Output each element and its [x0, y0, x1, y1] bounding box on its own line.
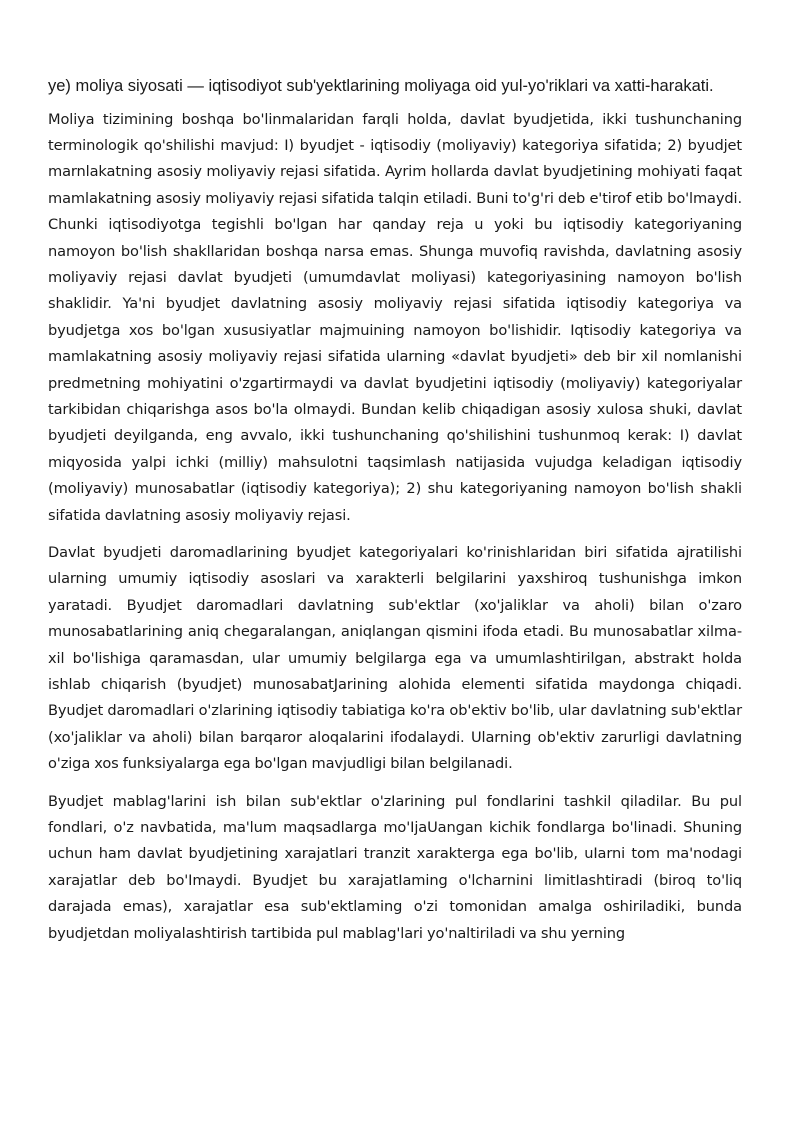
paragraph-budget-expenditures: Byudjet mablag'larini ish bilan sub'ektlar o'zIarining pul fondlarini tashkil qiladiIar. Bu pul fondlari, o'z navbatida, ma'lum maqsadlarga mo'IjaUangan kichik fondlarga bo'linadi. Shuning uchun ham davIat byudjetining xarajatlari tranzit xarakterga ega bo'lib, uIarni tom ma'nodagi xarajatlar deb bo'Imaydi. Byudjet bu xarajatIaming o'lcharnini limitIashtiradi (biroq to'liq darajada emas), xarajatlar esa sub'ektlaming o'zi tomonidan amalga oshiriladiki, bunda byudjetdan moliyalashtirish tartibida pul mablag'lari yo'naltiriladi va shu yerning: [48, 792, 742, 942]
paragraph-budget-concept: Moliya tizimining boshqa bo'linmalaridan farqli holda, davlat byudjetida, ikki tushunchaning terminologik qo'shilishi mavjud: I) byudjet - iqtisodiy (moliyaviy) kategoriya sifatida; 2) byudjet marnlakatning asosiy moliyaviy rejasi sifatida. Ayrim hollarda davlat byudjetining mohiyati faqat mamlakatning asosiy moliyaviy rejasi sifatida talqin etiladi. Buni to'g'ri deb e'tirof etib bo'lmaydi. Chunki iqtisodiyotga tegishli bo'lgan har qanday reja u yoki bu iqtisodiy kategoriyaning namoyon bo'lish shakllaridan boshqa narsa emas. Shunga muvofiq ravishda, davlatning asosiy moliyaviy rejasi davlat byudjeti (umumdavlat moliyasi) kategoriyasining namoyon bo'lish shaklidir. Ya'ni byudjet davlatning asosiy moliyaviy rejasi sifatida iqtisodiy kategoriya va byudjetga xos bo'lgan xususiyatlar majmuining namoyon bo'lishidir. Iqtisodiy kategoriya va mamlakatning asosiy moliyaviy rejasi sifatida ularning «davlat byudjeti» deb bir xil nomlanishi predmetning mohiyatini o'zgartirmaydi va davlat byudjetini iqtisodiy (moliyaviy) kategoriyalar tarkibidan chiqarishga asos bo'la olmaydi. Bundan kelib chiqadigan asosiy xulosa shuki, davlat byudjeti deyilganda, eng avvalo, ikki tushunchaning qo'shilishini tushunmoq kerak: I) davlat miqyosida yalpi ichki (milliy) mahsulotni taqsimlash natijasida vujudga keladigan iqtisodiy (moliyaviy) munosabatlar (iqtisodiy kategoriya); 2) shu kategoriyaning namoyon bo'lish shakli sifatida davlatning asosiy moliyaviy rejasi.: [48, 110, 742, 524]
lead-line: ye) moliya siyosati — iqtisodiyot sub'yektlarining moliyaga oid yul-yo'riklari va xatti-harakati.: [48, 77, 714, 95]
paragraph-budget-revenues: Davlat byudjeti daromadlarining byudjet kategoriyalari ko'rinishlaridan biri sifatida ajratilishi ularning umumiy iqtisodiy asoslari va xarakterli belgilarini yaxshiroq tushunishga imkon yaratadi. Byudjet daromadlari davlatning sub'ektlar (xo'jaliklar va aholi) bilan o'zaro munosabatlarining aniq chegaralangan, aniqlangan qismini ifoda etadi. Bu munosabatlar xilma-xil bo'lishiga qaramasdan, ular umumiy belgilarga ega va umumlashtirilgan, abstrakt holda ishlab chiqarish (byudjet) munosabatJarining alohida elementi sifatida maydonga chiqadi. Byudjet daromadlari o'zlarining iqtisodiy tabiatiga ko'ra ob'ektiv bo'lib, ular davlatning sub'ektlar (xo'jaliklar va aholi) bilan barqaror aloqalarini ifodalaydi. Ularning ob'ektiv zarurligi davlatning o'ziga xos funksiyalarga ega bo'lgan mavjudligi bilan belgilanadi.: [48, 544, 742, 773]
document-page: [48, 74, 742, 958]
